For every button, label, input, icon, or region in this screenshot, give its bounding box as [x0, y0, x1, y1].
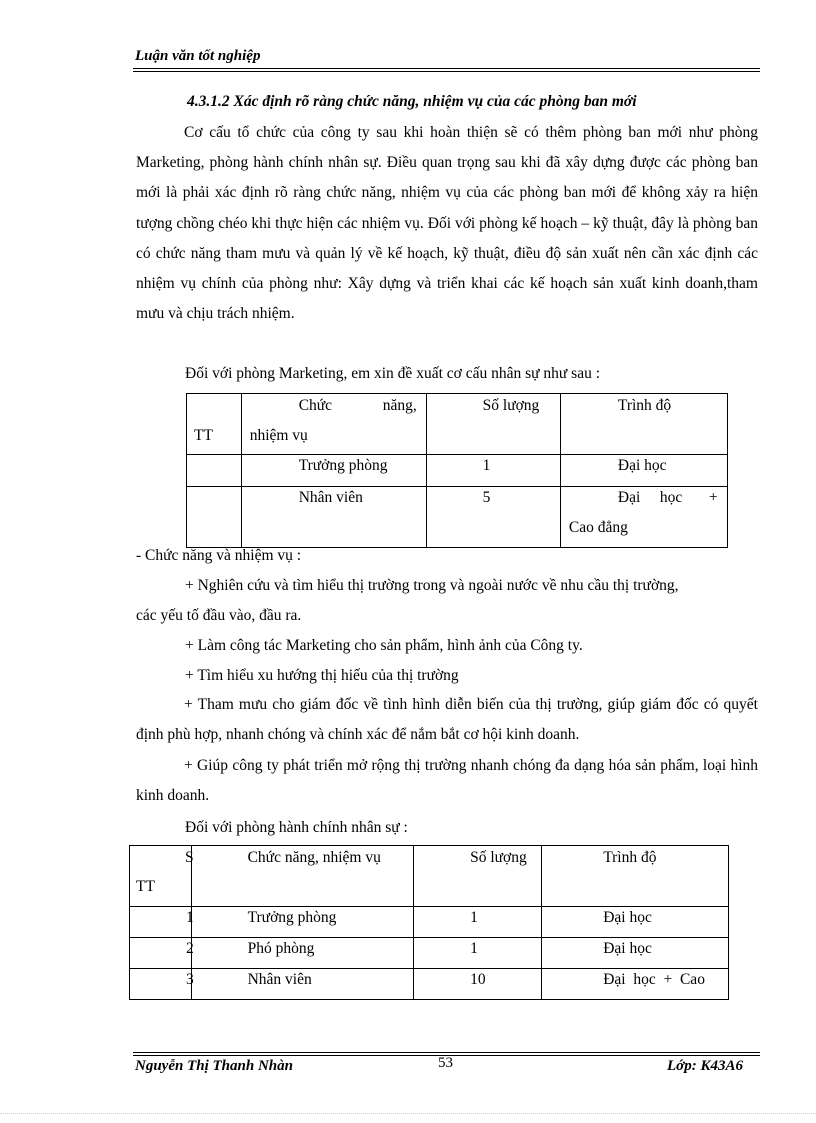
qty-label: Số lượng — [482, 397, 540, 414]
level-cell-d: Cao đẳng — [568, 519, 628, 536]
duty-3: + Tìm hiểu xu hướng thị hiếu của thị trường — [185, 667, 459, 684]
table-row — [130, 907, 729, 938]
level-cell: Đại học + Cao — [603, 971, 705, 988]
footer-class: Lớp: K43A6 — [667, 1058, 743, 1074]
level-cell-b: học — [659, 489, 683, 506]
header-cell-level — [560, 394, 727, 455]
tt-label: TT — [194, 427, 213, 444]
level-label: Trình độ — [617, 397, 672, 414]
header-cell-level — [542, 846, 729, 907]
qty-cell: 1 — [470, 940, 478, 957]
qty-cell: 10 — [470, 971, 486, 988]
header-cell-function — [241, 394, 426, 455]
paragraph-intro: Cơ cấu tổ chức của công ty sau khi hoàn thiện sẽ có thêm phòng ban mới như phòng Marketing, phòng hành chính nhân sự. Điều quan trọng sau khi đã xây dựng được các phòng ban mới là phải xác định rõ ràng chức năng, nhiệm vụ của các phòng ban mới để không xảy ra hiện tượng chồng chéo khi thực hiện các nhiệm vụ. Đối với phòng kế hoạch – kỹ thuật, đây là phòng ban có chức năng tham mưu và quản lý về kế hoạch, kỹ thuật, điều độ sản xuất nên cần xác định các nhiệm vụ chính của phòng như: Xây dựng và triển khai các kế hoạch sản xuất kinh doanh,tham mưu và chịu trách nhiệm. — [136, 124, 758, 323]
page-number: 53 — [438, 1055, 453, 1071]
level-label: Trình độ — [603, 849, 657, 866]
duty-1a: + Nghiên cứu và tìm hiểu thị trường trong và ngoài nước về nhu cầu thị trường, — [185, 577, 679, 594]
marketing-table — [186, 393, 728, 548]
qty-cell: 1 — [470, 909, 478, 926]
footer-author: Nguyễn Thị Thanh Nhàn — [135, 1058, 293, 1074]
func-label-a: Chức — [298, 397, 333, 414]
level-cell-a: Đại — [617, 489, 641, 506]
table-row — [130, 969, 729, 1000]
footer-rule — [133, 1052, 760, 1053]
role-cell: Nhân viên — [247, 971, 312, 988]
duty-5: + Giúp công ty phát triển mở rộng thị trường nhanh chóng đa dạng hóa sản phẩm, loại hình kinh doanh. — [136, 757, 758, 805]
qty-cell: 5 — [482, 489, 491, 506]
running-header: Luận văn tốt nghiệp — [135, 48, 261, 64]
func-label-c: nhiệm vụ — [249, 427, 308, 444]
table-row — [130, 938, 729, 969]
level-cell-c: + — [708, 489, 718, 506]
page-edge — [0, 1113, 816, 1114]
role-cell: Nhân viên — [298, 489, 363, 506]
row-number: 1 — [186, 909, 194, 926]
hr-table — [129, 845, 729, 1000]
header-cell-function — [191, 846, 414, 907]
hr-intro: Đối với phòng hành chính nhân sự : — [185, 819, 408, 836]
table-row — [187, 487, 728, 548]
s-label: S — [185, 849, 194, 866]
row-number: 2 — [186, 940, 194, 957]
qty-cell: 1 — [482, 457, 491, 474]
level-cell: Đại học — [603, 909, 652, 926]
header-rule-double — [133, 71, 760, 72]
duty-4: + Tham mưu cho giám đốc về tình hình diễn biến của thị trường, giúp giám đốc có quyết định phù hợp, nhanh chóng và chính xác để nắm bắt cơ hội kinh doanh. — [136, 696, 758, 744]
header-cell-qty — [426, 394, 560, 455]
row-number: 3 — [186, 971, 194, 988]
func-label: Chức năng, nhiệm vụ — [247, 849, 381, 866]
header-cell-stt — [130, 846, 192, 907]
qty-label: Số lượng — [470, 849, 527, 866]
func-label-b: năng, — [382, 397, 417, 414]
role-cell: Phó phòng — [247, 940, 315, 957]
marketing-intro: Đối với phòng Marketing, em xin đề xuất cơ cấu nhân sự như sau : — [185, 365, 601, 382]
duty-2: + Làm công tác Marketing cho sản phẩm, hình ảnh của Công ty. — [185, 637, 583, 654]
duties-title: - Chức năng và nhiệm vụ : — [136, 547, 302, 564]
section-heading: 4.3.1.2 Xác định rõ ràng chức năng, nhiệm vụ của các phòng ban mới — [187, 93, 637, 110]
level-cell: Đại học — [617, 457, 667, 474]
header-cell-qty — [414, 846, 542, 907]
header-cell-tt — [187, 394, 242, 455]
header-rule — [133, 68, 760, 69]
duty-1b: các yếu tố đầu vào, đầu ra. — [136, 607, 302, 624]
tt-label: TT — [136, 878, 155, 895]
role-cell: Trưởng phòng — [298, 457, 388, 474]
level-cell: Đại học — [603, 940, 652, 957]
role-cell: Trưởng phòng — [247, 909, 337, 926]
table-row — [187, 455, 728, 487]
